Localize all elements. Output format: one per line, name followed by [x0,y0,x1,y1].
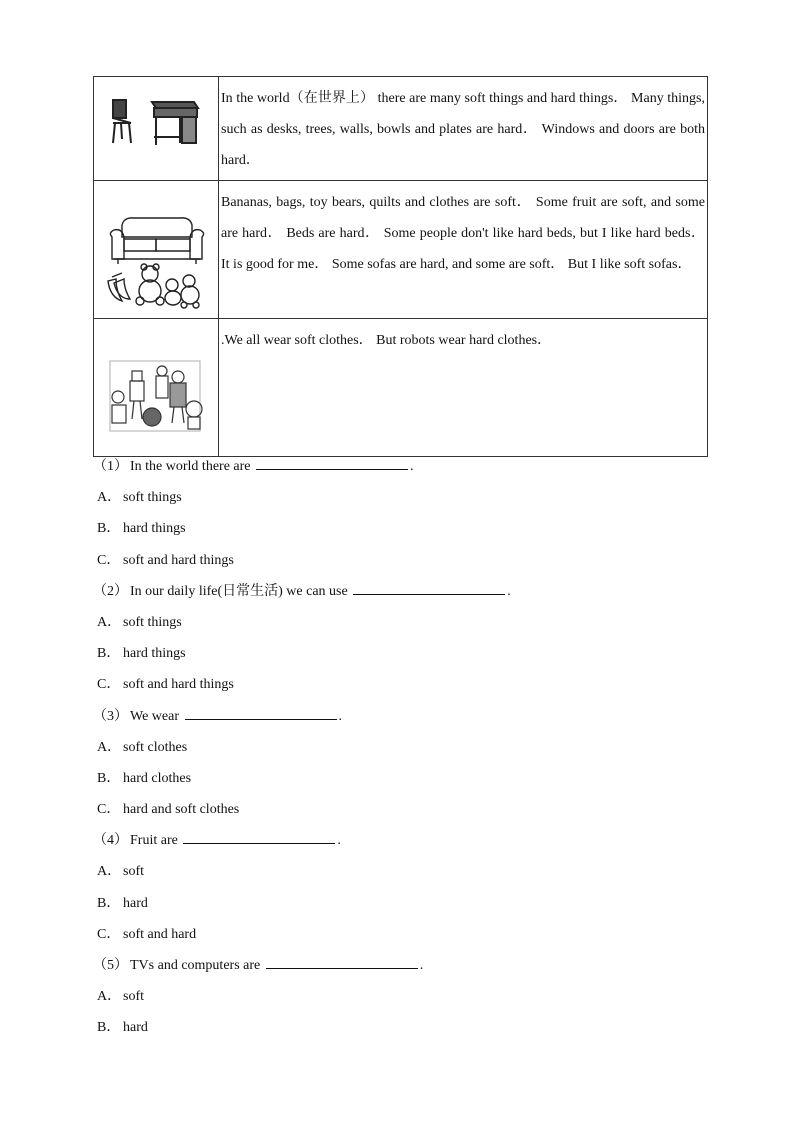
desk-and-chair-icon [94,77,218,173]
answer-blank[interactable] [183,831,335,844]
option-a[interactable] [93,737,708,768]
question-2 [93,581,708,612]
question-1 [93,456,708,487]
option-text: soft and hard things [123,552,234,568]
passage-text-1: In the world（在世界上） there are many soft things and hard things． Many things, such as desks, trees, walls, bowls and plates are hard． Windows and doors are both hard． [221,91,705,168]
option-text: soft clothes [123,739,188,755]
question-end: . [338,708,343,724]
option-c[interactable] [93,674,708,705]
question-stem: Fruit are [130,833,178,849]
option-text: soft things [123,614,182,630]
picture-cell [94,181,219,319]
option-b[interactable] [93,768,708,799]
passage-text-3: .We all wear soft clothes． But robots wear hard clothes． [221,333,552,348]
option-letter: C． [97,552,121,568]
picture-cell [94,319,219,457]
option-b[interactable] [93,518,708,549]
question-number: （1） [93,459,128,474]
option-b[interactable] [93,893,708,924]
question-end: . [337,833,341,849]
option-letter: A． [97,739,122,755]
option-letter: A． [97,490,122,506]
option-text: soft [123,989,144,1005]
question-list [93,456,708,1049]
option-text: hard clothes [123,770,192,786]
option-c[interactable] [93,799,708,830]
question-end: . [507,583,511,599]
option-b[interactable] [93,643,708,674]
option-letter: C． [97,802,121,818]
option-letter: B． [97,895,121,911]
reading-table [93,76,708,457]
question-end: . [410,459,414,474]
passage-paragraph-3 [219,319,708,457]
option-letter: A． [97,989,122,1005]
passage-text-2: Bananas, bags, toy bears, quilts and clothes are soft． Some fruit are soft, and some are hard． Beds are hard． Some people don't like hard beds, but I like hard beds． It is good for me． Some sofas are hard, and some are soft． But I like soft sofas． [221,195,705,272]
question-number: （5） [93,958,128,973]
option-text: hard things [123,521,186,537]
question-stem: TVs and computers are [130,958,261,973]
option-text: soft and hard [123,926,197,942]
option-a[interactable] [93,861,708,892]
option-b[interactable] [93,1017,708,1048]
table-row [94,319,708,457]
answer-blank[interactable] [256,457,408,470]
question-number: （3） [93,708,128,724]
answer-blank[interactable] [353,582,505,595]
option-text: soft and hard things [123,677,234,693]
question-stem: In the world there are [130,459,251,474]
question-3 [93,706,708,737]
robots-icon [94,319,218,456]
option-a[interactable] [93,612,708,643]
option-letter: B． [97,770,121,786]
question-stem: In our daily life(日常生活) we can use [130,583,348,599]
option-letter: B． [97,521,121,537]
option-letter: A． [97,864,122,880]
option-letter: A． [97,614,122,630]
answer-blank[interactable] [266,956,418,969]
option-text: hard [123,895,148,911]
question-number: （4） [93,833,128,849]
option-c[interactable] [93,550,708,581]
option-letter: C． [97,677,121,693]
option-a[interactable] [93,986,708,1017]
option-letter: B． [97,1020,121,1036]
option-text: hard [123,1020,148,1036]
option-text: hard things [123,646,186,662]
option-text: soft [123,864,144,880]
table-row [94,77,708,181]
question-number: （2） [93,583,128,599]
question-5 [93,955,708,986]
option-text: hard and soft clothes [123,802,240,818]
passage-paragraph-2 [219,181,708,319]
picture-cell [94,77,219,181]
option-letter: C． [97,926,121,942]
question-4 [93,830,708,861]
option-text: soft things [123,490,182,506]
answer-blank[interactable] [185,707,337,720]
question-end: . [419,958,424,973]
option-c[interactable] [93,924,708,955]
option-a[interactable] [93,487,708,518]
question-stem: We wear [130,708,180,724]
sofa-bananas-bears-icon [94,181,218,318]
table-row [94,181,708,319]
option-letter: B． [97,646,121,662]
passage-paragraph-1 [219,77,708,181]
